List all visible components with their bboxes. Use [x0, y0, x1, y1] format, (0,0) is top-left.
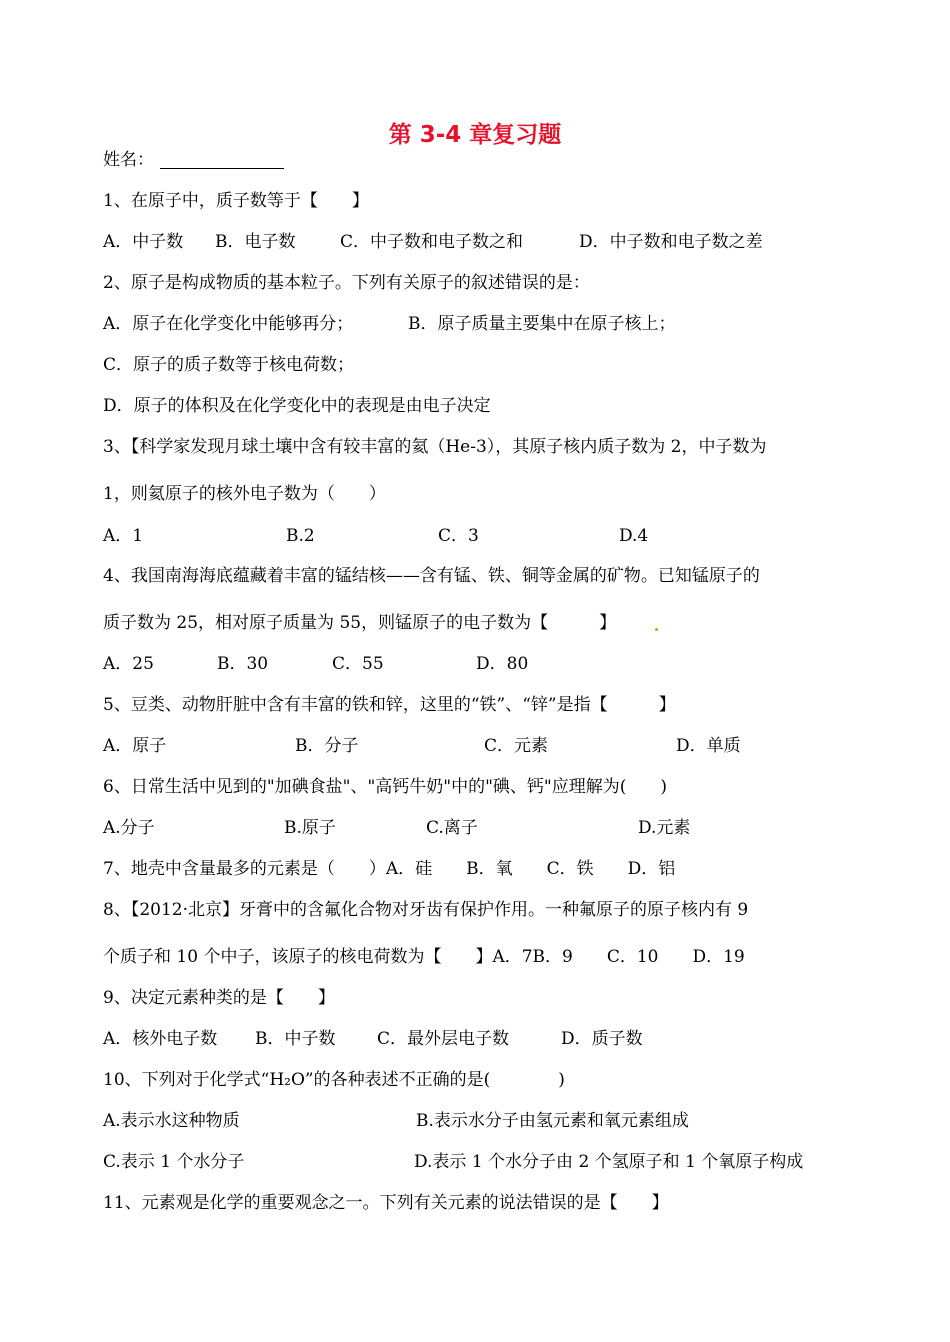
question-10-options-cd — [103, 1150, 863, 1174]
question-4-line-2: 质子数为 25，相对原子质量为 55，则锰原子的电子数为【 】 — [103, 613, 617, 633]
option-a: A．原子 — [103, 736, 167, 756]
option-d: D．中子数和电子数之差 — [579, 232, 763, 252]
question-2: 2、原子是构成物质的基本粒子。下列有关原子的叙述错误的是： — [103, 273, 590, 293]
option-d: D．质子数 — [561, 1029, 643, 1049]
question-3-line-2: 1，则氦原子的核外电子数为（ ） — [103, 484, 386, 504]
question-3-line-1: 3、【科学家发现月球土壤中含有较丰富的氦（He-3），其原子核内质子数为 2，中子数为 — [103, 437, 767, 457]
question-5: 5、豆类、动物肝脏中含有丰富的铁和锌，这里的“铁”、“锌”是指【 】 — [103, 695, 676, 715]
option-d: D.元素 — [638, 818, 691, 838]
option-c: C.离子 — [426, 818, 478, 838]
option-c: C．最外层电子数 — [377, 1029, 510, 1049]
question-1: 1、在原子中，质子数等于【 】 — [103, 191, 369, 211]
option-b: B.2 — [286, 526, 315, 546]
name-label: 姓名： — [103, 150, 154, 170]
option-a: A.表示水这种物质 — [103, 1111, 240, 1131]
option-b: B．中子数 — [255, 1029, 336, 1049]
option-c: C．55 — [332, 654, 384, 674]
question-4-options — [103, 652, 863, 676]
question-6: 6、日常生活中见到的"加碘食盐"、"高钙牛奶"中的"碘、钙"应理解为( ) — [103, 777, 667, 797]
option-a: A．核外电子数 — [103, 1029, 218, 1049]
question-9-options — [103, 1027, 863, 1051]
option-c: C．3 — [438, 526, 479, 546]
option-b: B．原子质量主要集中在原子核上； — [408, 314, 676, 334]
question-10: 10、下列对于化学式“H₂O”的各种表述不正确的是( ) — [103, 1070, 565, 1090]
question-6-options — [103, 816, 863, 840]
option-d: D．80 — [476, 654, 529, 674]
option-c: C．元素 — [484, 736, 549, 756]
question-8-line-2: 个质子和 10 个中子，该原子的核电荷数为【 】A．7B．9 C．10 D．19 — [103, 947, 745, 967]
option-a: A.分子 — [103, 818, 155, 838]
option-a: A．中子数 — [103, 232, 184, 252]
question-4-line-1: 4、我国南海海底蕴藏着丰富的锰结核——含有锰、铁、铜等金属的矿物。已知锰原子的 — [103, 566, 760, 586]
option-c: C.表示 1 个水分子 — [103, 1152, 245, 1172]
option-d: D．单质 — [676, 736, 741, 756]
question-3-options — [103, 524, 863, 548]
question-10-options-ab — [103, 1109, 863, 1133]
option-b: B.原子 — [284, 818, 336, 838]
question-9: 9、决定元素种类的是【 】 — [103, 988, 335, 1008]
question-5-options — [103, 734, 863, 758]
option-a: A．1 — [103, 526, 144, 546]
question-11: 11、元素观是化学的重要观念之一。下列有关元素的说法错误的是【 】 — [103, 1193, 669, 1213]
stray-mark — [655, 628, 658, 631]
question-7: 7、地壳中含量最多的元素是（ ）A．硅 B．氧 C．铁 D．铝 — [103, 859, 676, 879]
option-b: B.表示水分子由氢元素和氧元素组成 — [416, 1111, 689, 1131]
option-a: A．原子在化学变化中能够再分； — [103, 314, 354, 334]
question-2-options-ab — [103, 312, 863, 336]
page-title: 第 3-4 章复习题 — [388, 122, 562, 148]
option-c: C．中子数和电子数之和 — [340, 232, 524, 252]
name-line — [103, 148, 284, 172]
option-d: D.4 — [619, 526, 649, 546]
option-b: B．电子数 — [215, 232, 296, 252]
option-a: A．25 — [103, 654, 154, 674]
question-8-line-1: 8、【2012·北京】牙膏中的含氟化合物对牙齿有保护作用。一种氟原子的原子核内有 9 — [103, 900, 749, 920]
option-d: D.表示 1 个水分子由 2 个氢原子和 1 个氧原子构成 — [414, 1152, 804, 1172]
question-2-option-d: D．原子的体积及在化学变化中的表现是由电子决定 — [103, 396, 491, 416]
option-b: B．分子 — [295, 736, 359, 756]
option-b: B．30 — [217, 654, 269, 674]
question-1-options — [103, 230, 863, 254]
name-blank[interactable] — [160, 150, 284, 169]
question-2-option-c: C．原子的质子数等于核电荷数； — [103, 355, 355, 375]
